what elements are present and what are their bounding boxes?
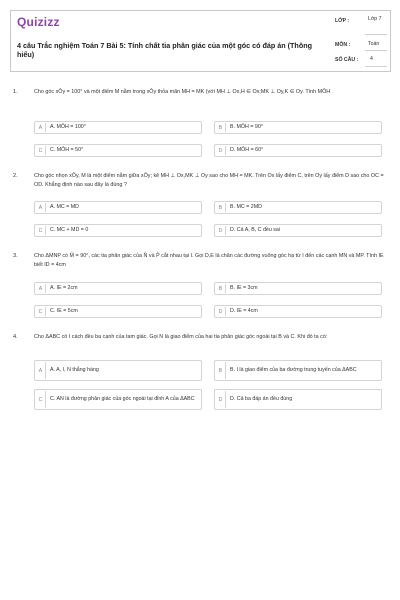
answer-option-b[interactable]	[214, 201, 382, 214]
option-letter: C	[36, 307, 46, 316]
answer-option-b[interactable]	[214, 282, 382, 295]
answer-option-d[interactable]	[214, 389, 382, 410]
option-letter: B	[216, 203, 226, 212]
option-text: A. MÔH = 100°	[50, 123, 86, 130]
option-text: D. Cả A, B, C đều sai	[230, 226, 281, 233]
option-text: B. I là giao điểm của ba đường trung tuyến của ΔABC	[230, 366, 357, 373]
question-text: Cho ΔMNP có M̂ = 90°, các tia phân giác của N̂ và P̂ cắt nhau tại I. Gọi D,E là chân các đường vuông góc hạ từ I đến các cạnh MN và MP. Tính IE biết ID = 4cm	[34, 253, 384, 268]
option-letter: D	[216, 307, 226, 316]
answer-option-c[interactable]	[34, 389, 202, 410]
subject-underline	[365, 50, 387, 51]
option-text: A. MC = MD	[50, 203, 79, 210]
question-text: Cho góc nhọn xÔy, M là một điểm nằm giữa xÔy; kẻ MH ⊥ Ox,MK ⊥ Oy sao cho MH = MK. Trên Ox lấy điểm C, trên Oy lấy điểm D sao cho OC = OD. Khẳng định nào sau đây là đúng ?	[34, 173, 384, 188]
question-text: Cho góc xÔy = 100° và một điểm M nằm trong xÔy thỏa mãn MH = MK (với MH ⊥ Ox,H ∈ Ox;MK ⊥ Oy,K ∈ Oy. Tính MÔH	[34, 89, 331, 95]
question-number: 3.	[13, 253, 18, 259]
option-text: D. MÔH = 60°	[230, 146, 264, 153]
option-letter: A	[36, 362, 46, 379]
option-text: D. IE = 4cm	[230, 307, 258, 314]
worksheet-title: 4 câu Trắc nghiệm Toán 7 Bài 5: Tính chất tia phân giác của một góc có đáp án (Thông hiểu)	[17, 41, 312, 59]
logo-text: Quizizz	[17, 15, 60, 29]
option-letter: B	[216, 123, 226, 132]
option-letter: C	[36, 146, 46, 155]
class-underline	[365, 34, 387, 35]
answer-option-b[interactable]	[214, 360, 382, 381]
quizizz-logo	[17, 15, 60, 29]
answer-option-a[interactable]	[34, 282, 202, 295]
option-text: C. AN là đường phân giác của góc ngoài tại đỉnh A của ΔABC	[50, 395, 195, 402]
option-letter: C	[36, 391, 46, 408]
question-count-label: SỐ CÂU :	[335, 57, 359, 63]
answer-option-a[interactable]	[34, 121, 202, 134]
option-letter: B	[216, 284, 226, 293]
option-letter: D	[216, 146, 226, 155]
answer-option-d[interactable]	[214, 224, 382, 237]
option-text: B. MC = 2MD	[230, 203, 262, 210]
answer-option-a[interactable]	[34, 201, 202, 214]
worksheet-header	[10, 10, 391, 72]
answer-option-c[interactable]	[34, 305, 202, 318]
subject-value: Toán	[368, 41, 380, 47]
option-text: D. Cả ba đáp án đều đúng	[230, 395, 293, 402]
question-text: Cho ΔABC có I cách đều ba cạnh của tam giác. Gọi N là giao điểm của hai tia phân giác góc ngoài tại B và C. Khi đó ta có:	[34, 334, 328, 340]
class-label: LỚP :	[335, 18, 350, 24]
question-number: 2.	[13, 173, 18, 179]
question-count-value: 4	[370, 56, 373, 62]
answer-option-d[interactable]	[214, 305, 382, 318]
option-text: B. IE = 3cm	[230, 284, 258, 291]
answer-option-c[interactable]	[34, 224, 202, 237]
option-text: B. MÔH = 90°	[230, 123, 263, 130]
question-number: 1.	[13, 89, 18, 95]
question-number: 4.	[13, 334, 18, 340]
option-text: C. MÔH = 50°	[50, 146, 84, 153]
answer-option-b[interactable]	[214, 121, 382, 134]
answer-option-c[interactable]	[34, 144, 202, 157]
answer-option-a[interactable]	[34, 360, 202, 381]
option-letter: D	[216, 391, 226, 408]
option-text: C. IE = 5cm	[50, 307, 78, 314]
question-count-underline	[365, 66, 387, 67]
subject-label: MÔN :	[335, 42, 351, 48]
option-letter: A	[36, 123, 46, 132]
class-value: Lớp 7	[368, 16, 382, 22]
option-letter: C	[36, 226, 46, 235]
option-letter: D	[216, 226, 226, 235]
option-text: A. IE = 2cm	[50, 284, 78, 291]
option-letter: B	[216, 362, 226, 379]
option-letter: A	[36, 203, 46, 212]
answer-option-d[interactable]	[214, 144, 382, 157]
option-letter: A	[36, 284, 46, 293]
option-text: A. A, I, N thẳng hàng	[50, 366, 99, 373]
option-text: C. MC + MD = 0	[50, 226, 89, 233]
